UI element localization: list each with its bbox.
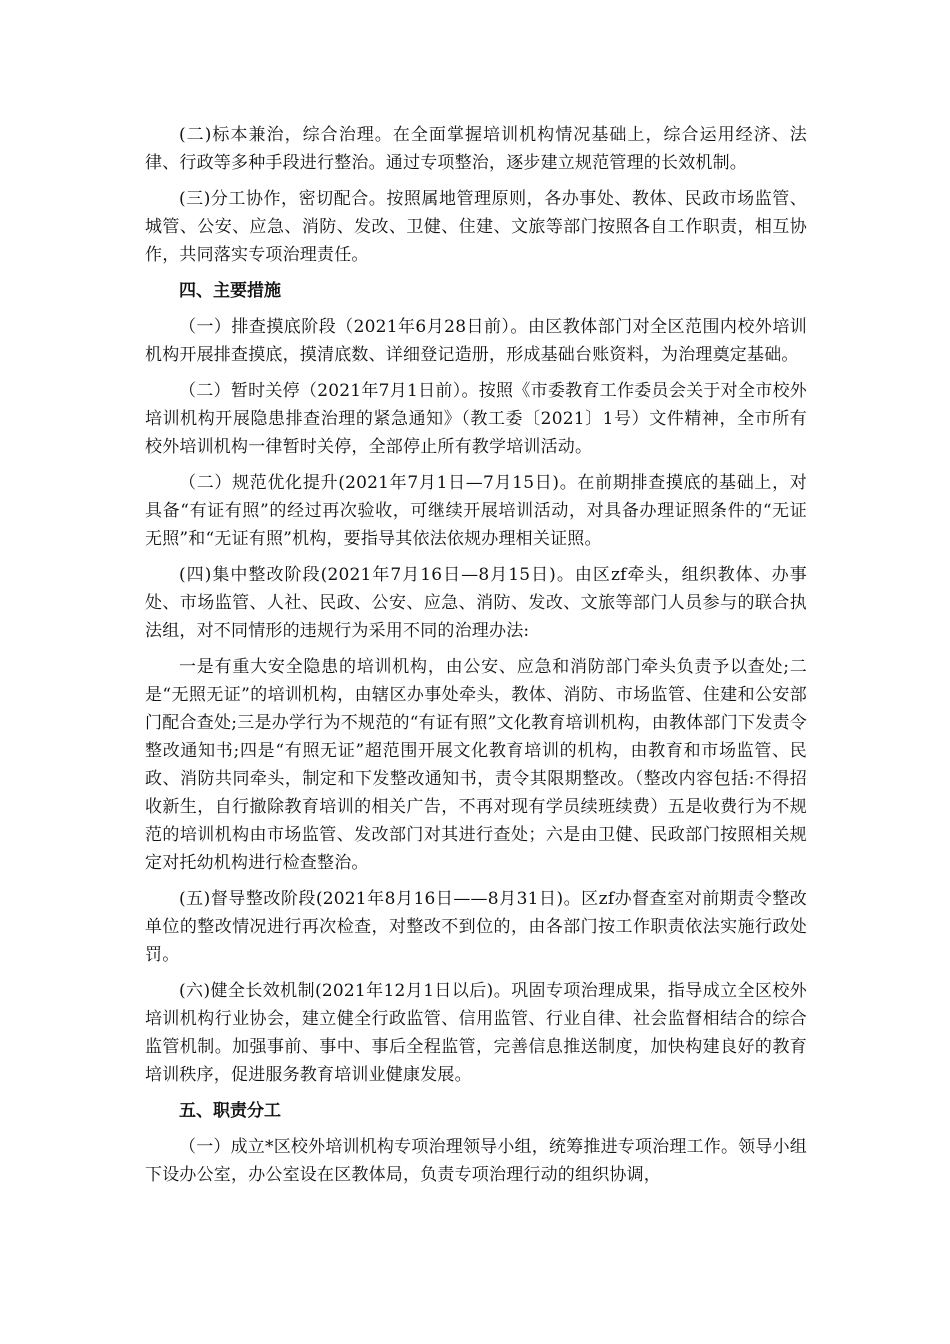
paragraph-jizhong-zhenggai: (四)集中整改阶段(2021年7月16日—8月15日)。由区zf牵头，组织教体、办事处、市场监管、人社、民政、公安、应急、消防、发改、文旅等部门人员参与的联合执法组，对不同情形的违规行为采用不同的治理办法: [145,565,807,641]
document-page [145,121,807,1197]
paragraph-zanshi-guanting: （二）暂时关停（2021年7月1日前）。按照《市委教育工作委员会关于对全市校外培训机构开展隐患排查治理的紧急通知》（教工委〔2021〕1号）文件精神，全市所有校外培训机构一律暂时关停，全部停止所有教学培训活动。 [145,381,807,457]
paragraph-paicha-modi: （一）排查摸底阶段（2021年6月28日前）。由区教体部门对全区范围内校外培训机构开展排查摸底，摸清底数、详细登记造册，形成基础台账资料，为治理奠定基础。 [145,317,807,365]
paragraph-rectification-cases: 一是有重大安全隐患的培训机构，由公安、应急和消防部门牵头负责予以查处;二是“无照无证”的培训机构，由辖区办事处牵头，教体、消防、市场监管、住建和公安部门配合查处;三是办学行为不规范的“有证有照”文化教育培训机构，由教体部门下发责令整改通知书;四是“有照无证”超范围开展文化教育培训的机构，由教育和市场监管、民政、消防共同牵头，制定和下发整改通知书，责令其限期整改。（整改内容包括:不得招收新生，自行撤除教育培训的相关广告，不再对现有学员续班续费）五是收费行为不规范的培训机构由市场监管、发改部门对其进行查处；六是由卫健、民政部门按照相关规定对托幼机构进行检查整治。 [145,657,807,873]
paragraph-lingdao-xiaozu: （一）成立*区校外培训机构专项治理领导小组，统筹推进专项治理工作。领导小组下设办公室，办公室设在区教体局，负责专项治理行动的组织协调， [145,1137,807,1185]
paragraph-dudao-zhenggai: (五)督导整改阶段(2021年8月16日——8月31日)。区zf办督查室对前期责令整改单位的整改情况进行再次检查，对整改不到位的，由各部门按工作职责依法实施行政处罚。 [145,889,807,965]
section-heading-responsibilities: 五、职责分工 [179,1101,281,1121]
paragraph-fengong-xiezuo: (三)分工协作，密切配合。按照属地管理原则，各办事处、教体、民政市场监管、城管、公安、应急、消防、发改、卫健、住建、文旅等部门按照各自工作职责，相互协作，共同落实专项治理责任。 [145,189,807,265]
paragraph-guifan-youhua: （二）规范优化提升(2021年7月1日—7月15日)。在前期排查摸底的基础上，对具备“有证有照”的经过再次验收，可继续开展培训活动，对具备办理证照条件的“无证无照”和“无证有照”机构，要指导其依法依规办理相关证照。 [145,473,807,549]
paragraph-jianquan-changxiao: (六)健全长效机制(2021年12月1日以后)。巩固专项治理成果，指导成立全区校外培训机构行业协会，建立健全行政监管、信用监管、行业自律、社会监督相结合的综合监管机制。加强事前、事中、事后全程监管，完善信息推送制度，加快构建良好的教育培训秩序，促进服务教育培训业健康发展。 [145,981,807,1085]
paragraph-biaoben-jianzhi: (二)标本兼治，综合治理。在全面掌握培训机构情况基础上，综合运用经济、法律、行政等多种手段进行整治。通过专项整治，逐步建立规范管理的长效机制。 [145,125,807,173]
section-heading-main-measures: 四、主要措施 [179,281,281,301]
